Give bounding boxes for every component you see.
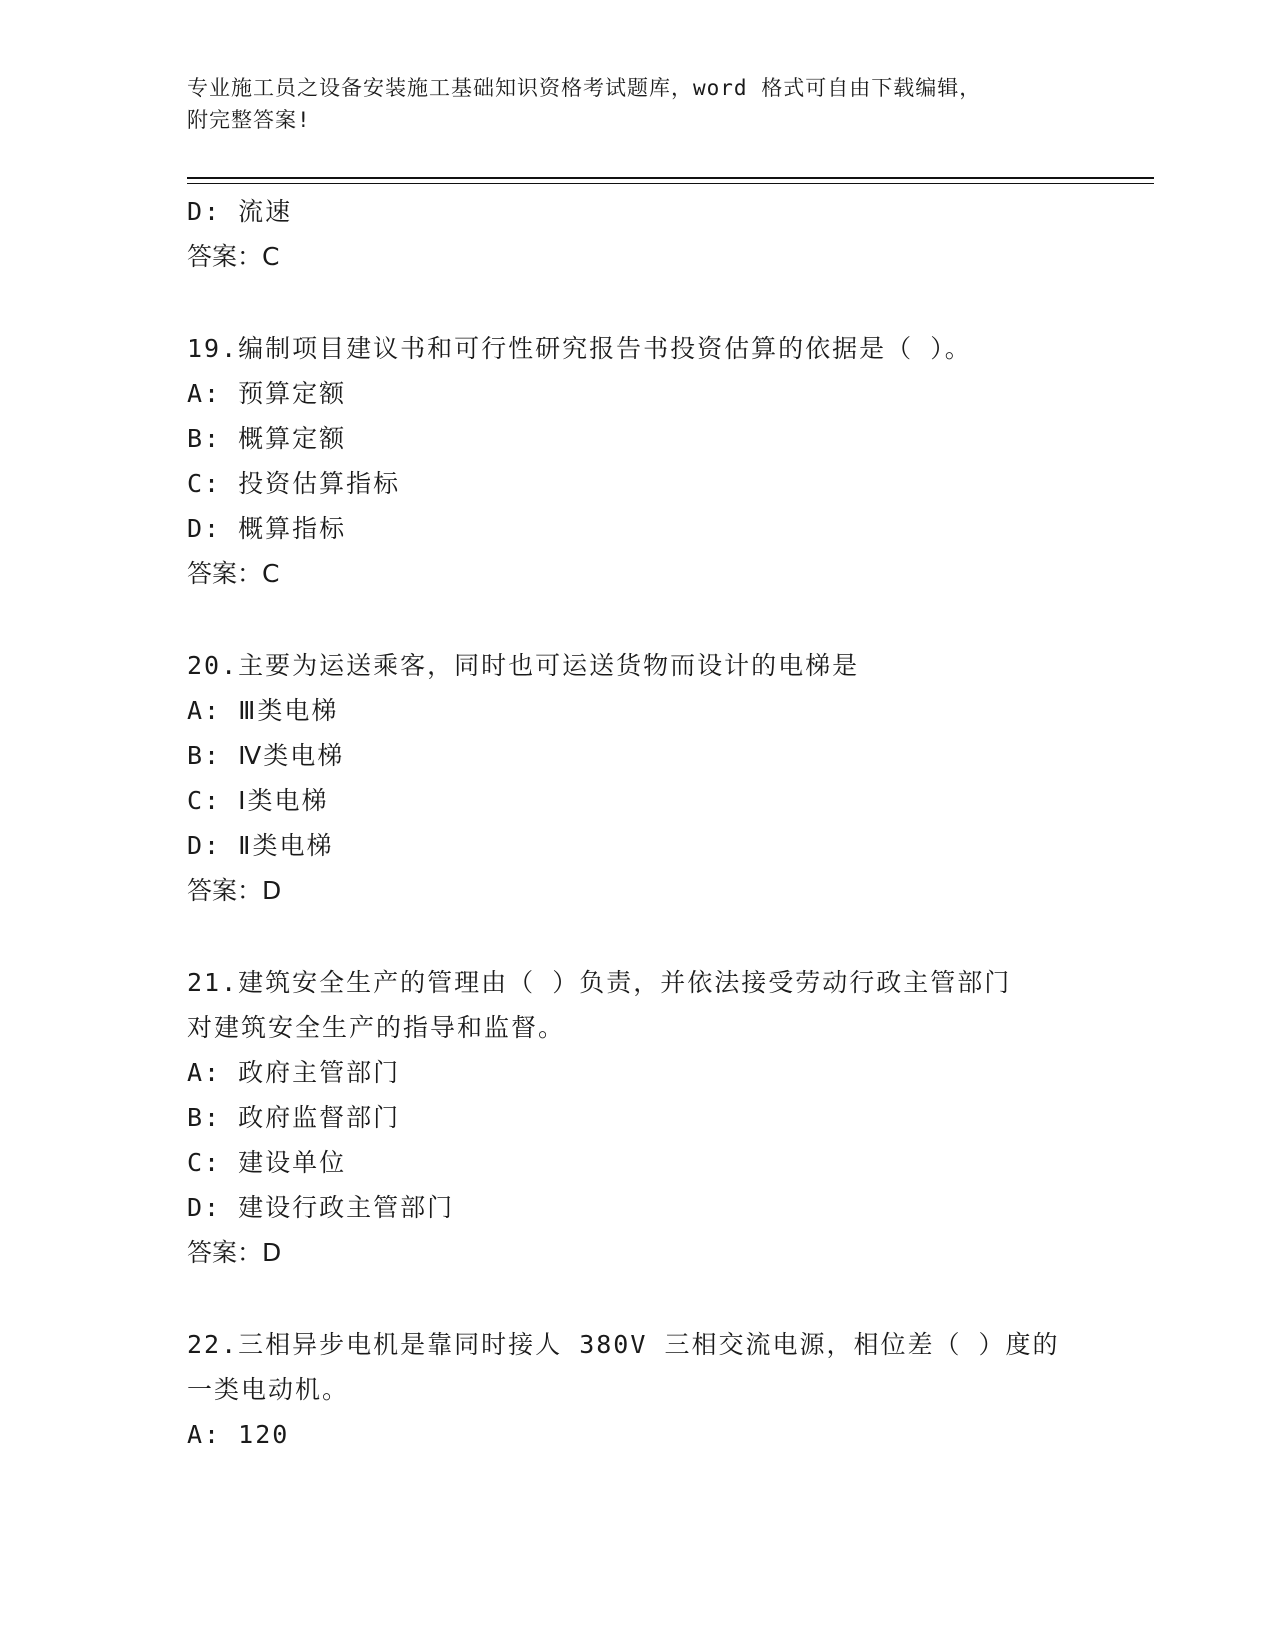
option-d: D: 概算指标: [187, 514, 347, 543]
option-b: B: 概算定额: [187, 424, 347, 453]
option-d: D: Ⅱ类电梯: [187, 831, 334, 860]
document-header: [187, 72, 1087, 136]
question-22: [187, 1322, 1087, 1457]
option-c: C: Ⅰ类电梯: [187, 786, 329, 815]
prev-answer: 答案：C: [187, 242, 280, 271]
question-text-line-1: 22.三相异步电机是靠同时接人 380V 三相交流电源，相位差（ ）度的: [187, 1330, 1060, 1359]
spacer: [187, 279, 1087, 326]
option-b: B: Ⅳ类电梯: [187, 741, 345, 770]
option-b: B: 政府监督部门: [187, 1103, 401, 1132]
answer: 答案：D: [187, 876, 282, 905]
question-20: [187, 643, 1087, 913]
option-c: C: 建设单位: [187, 1148, 347, 1177]
question-19: [187, 326, 1087, 596]
question-text: 19.编制项目建议书和可行性研究报告书投资估算的依据是（ ）。: [187, 334, 972, 363]
question-text: 20.主要为运送乘客，同时也可运送货物而设计的电梯是: [187, 651, 860, 680]
question-text-line-2: 一类电动机。: [187, 1375, 350, 1404]
header-line-2: 附完整答案!: [187, 108, 311, 132]
answer: 答案：C: [187, 559, 280, 588]
option-a: A: 政府主管部门: [187, 1058, 401, 1087]
spacer: [187, 596, 1087, 643]
spacer: [187, 1275, 1087, 1322]
prev-option-d: D: 流速: [187, 197, 293, 226]
question-21: [187, 960, 1087, 1275]
option-c: C: 投资估算指标: [187, 469, 401, 498]
question-list: [187, 189, 1087, 1457]
option-a: A: 120: [187, 1420, 290, 1449]
question-text-line-2: 对建筑安全生产的指导和监督。: [187, 1013, 566, 1042]
question-text-line-1: 21.建筑安全生产的管理由（ ）负责，并依法接受劳动行政主管部门: [187, 968, 1012, 997]
header-rule-thick: [187, 177, 1154, 179]
header-rule-thin: [187, 183, 1154, 184]
option-d: D: 建设行政主管部门: [187, 1193, 455, 1222]
option-a: A: Ⅲ类电梯: [187, 696, 339, 725]
header-line-1: 专业施工员之设备安装施工基础知识资格考试题库，word 格式可自由下载编辑，: [187, 76, 982, 100]
option-a: A: 预算定额: [187, 379, 347, 408]
spacer: [187, 913, 1087, 960]
answer: 答案：D: [187, 1238, 282, 1267]
